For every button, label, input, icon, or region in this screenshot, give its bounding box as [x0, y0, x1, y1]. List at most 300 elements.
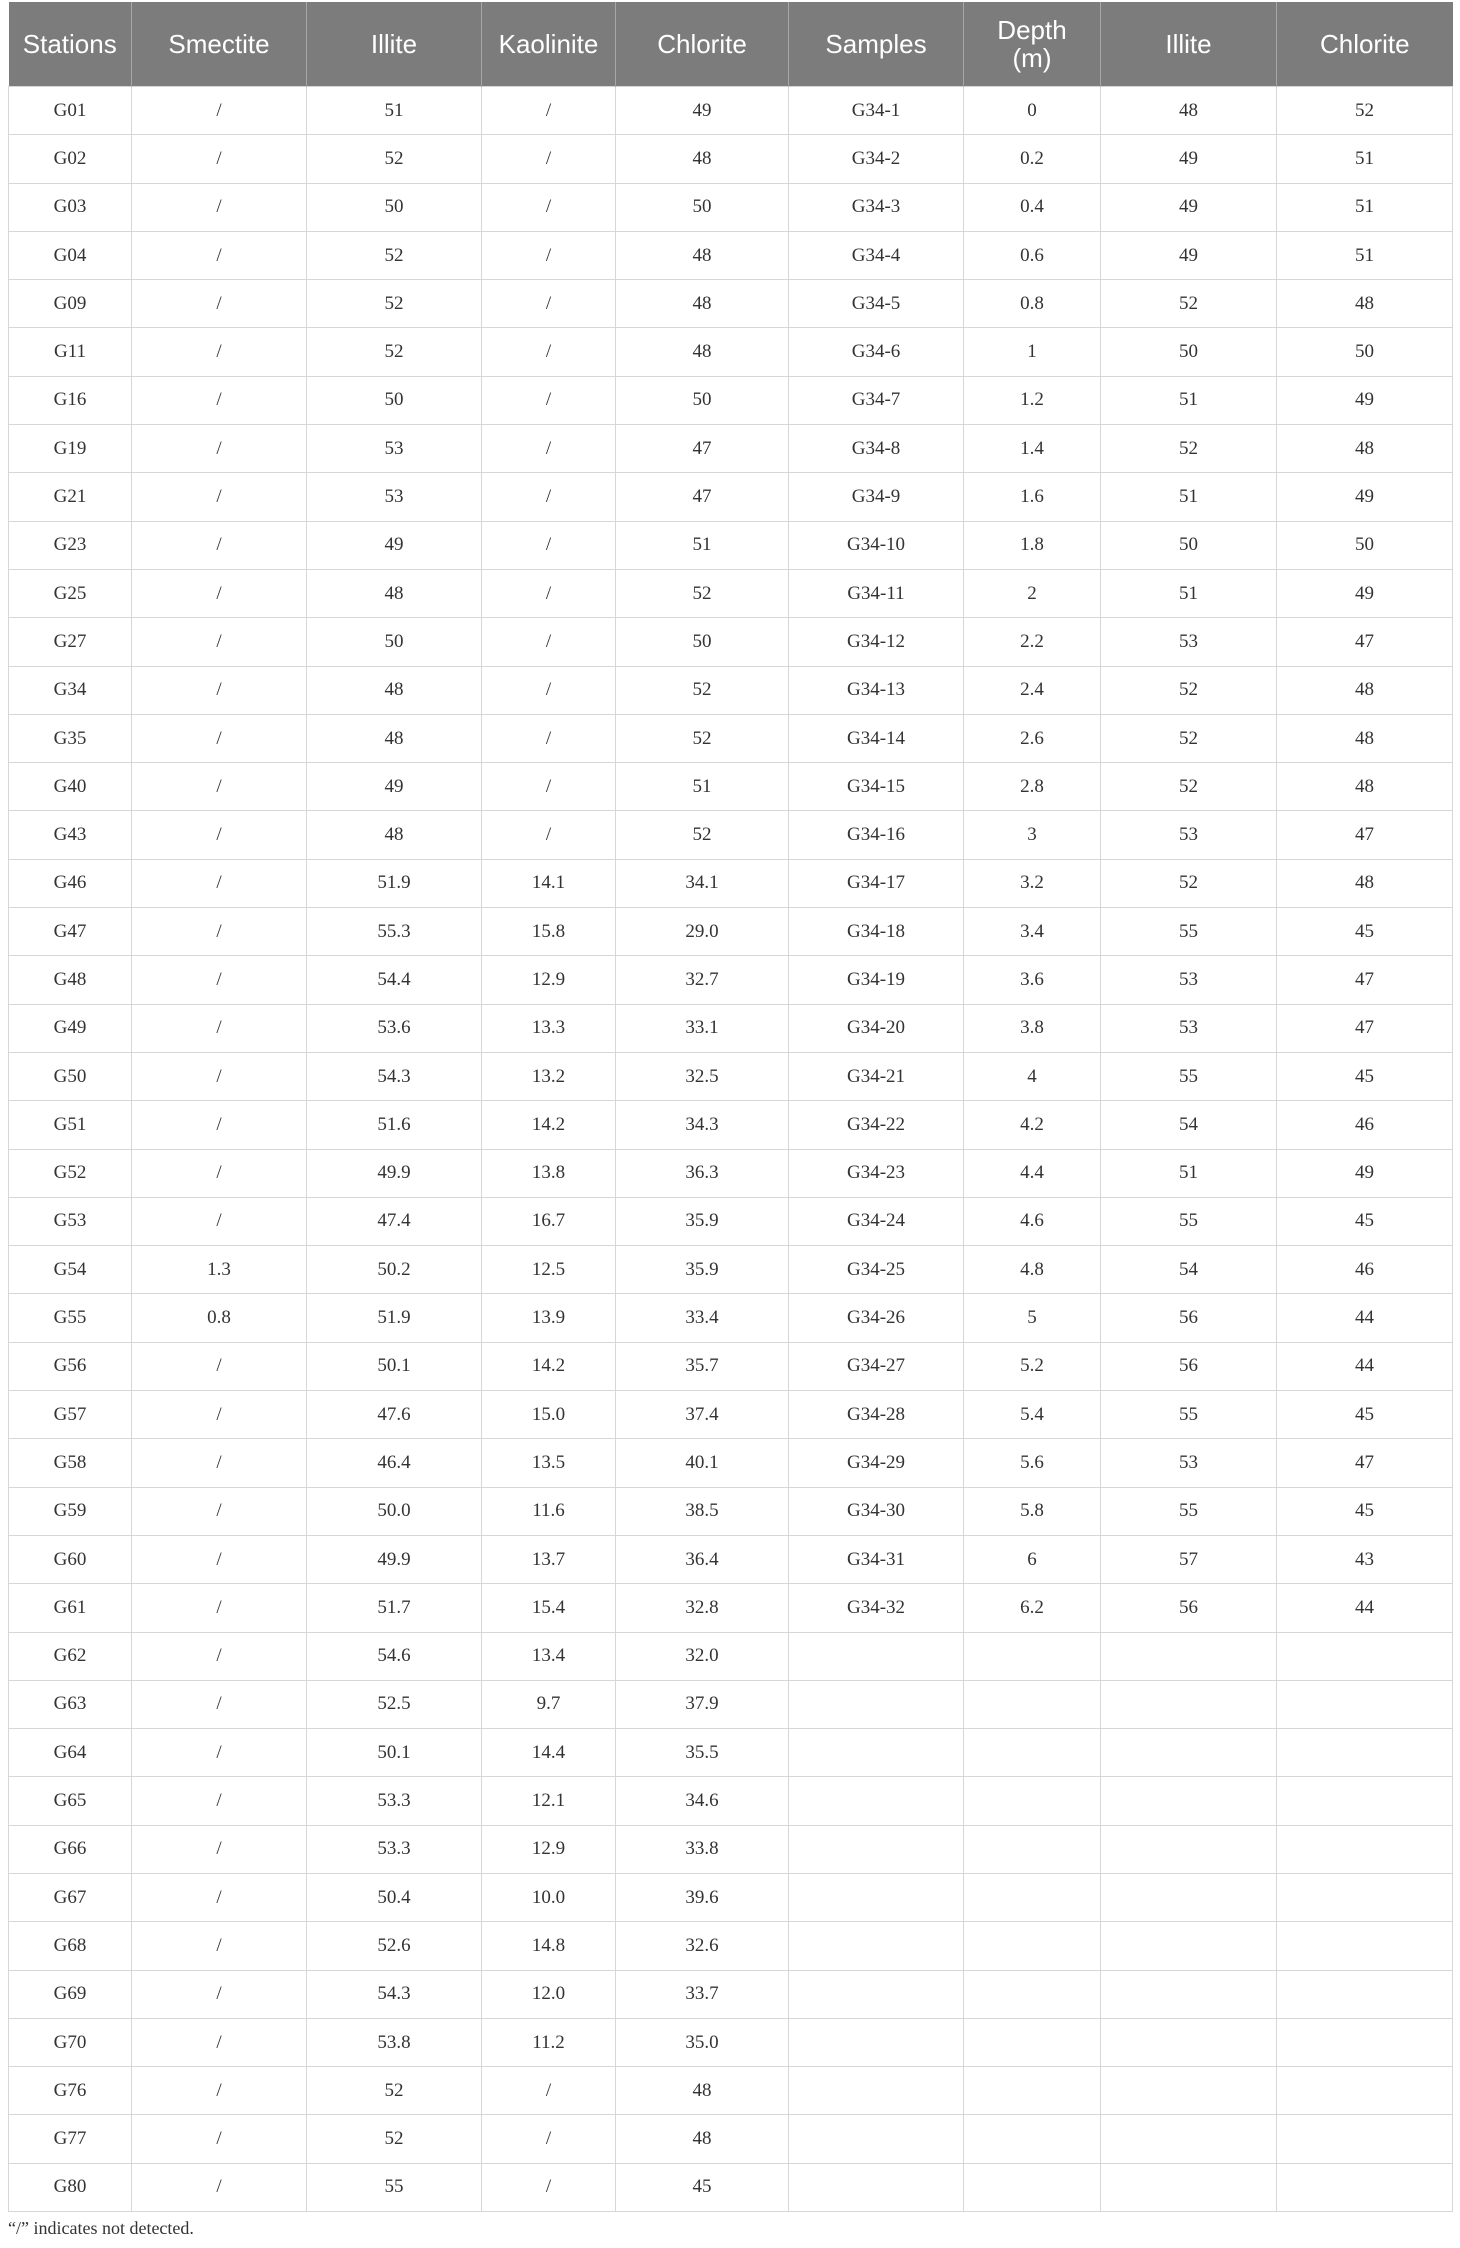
smectite-cell: /	[132, 1439, 307, 1487]
sample-cell: G34-27	[789, 1342, 964, 1390]
station-cell: G04	[9, 231, 132, 279]
table-row	[9, 859, 1453, 907]
kaolinite-cell: 13.7	[482, 1535, 616, 1583]
table-row	[9, 569, 1453, 617]
sample-cell: G34-30	[789, 1487, 964, 1535]
core-illite-cell: 53	[1101, 618, 1277, 666]
kaolinite-cell: 12.5	[482, 1246, 616, 1294]
chlorite-cell: 33.7	[616, 1970, 789, 2018]
table-row	[9, 1246, 1453, 1294]
kaolinite-cell: /	[482, 521, 616, 569]
chlorite-cell: 37.4	[616, 1391, 789, 1439]
core-chlorite-cell	[1277, 1922, 1453, 1970]
core-chlorite-cell: 48	[1277, 666, 1453, 714]
smectite-cell: /	[132, 666, 307, 714]
table-row	[9, 1149, 1453, 1197]
kaolinite-cell: /	[482, 280, 616, 328]
illite-cell: 55.3	[307, 908, 482, 956]
table-row	[9, 714, 1453, 762]
core-chlorite-cell: 51	[1277, 135, 1453, 183]
sample-cell: G34-28	[789, 1391, 964, 1439]
illite-cell: 50	[307, 183, 482, 231]
depth-cell: 0.6	[964, 231, 1101, 279]
depth-cell: 4.8	[964, 1246, 1101, 1294]
illite-cell: 52	[307, 231, 482, 279]
depth-cell	[964, 2067, 1101, 2115]
kaolinite-cell: 13.9	[482, 1294, 616, 1342]
chlorite-cell: 48	[616, 2115, 789, 2163]
illite-cell: 52	[307, 328, 482, 376]
station-cell: G01	[9, 87, 132, 135]
core-chlorite-cell: 46	[1277, 1101, 1453, 1149]
illite-cell: 50	[307, 376, 482, 424]
core-illite-cell	[1101, 2163, 1277, 2211]
illite-cell: 54.6	[307, 1632, 482, 1680]
core-chlorite-cell: 52	[1277, 87, 1453, 135]
core-illite-cell: 51	[1101, 569, 1277, 617]
kaolinite-cell: /	[482, 2115, 616, 2163]
table-row	[9, 1680, 1453, 1728]
station-cell: G69	[9, 1970, 132, 2018]
sample-cell: G34-7	[789, 376, 964, 424]
sample-cell: G34-2	[789, 135, 964, 183]
sample-cell: G34-32	[789, 1584, 964, 1632]
sample-cell: G34-22	[789, 1101, 964, 1149]
core-chlorite-cell: 47	[1277, 1439, 1453, 1487]
table-row	[9, 908, 1453, 956]
illite-cell: 48	[307, 714, 482, 762]
kaolinite-cell: 11.6	[482, 1487, 616, 1535]
table-row	[9, 1777, 1453, 1825]
kaolinite-cell: /	[482, 425, 616, 473]
illite-cell: 48	[307, 811, 482, 859]
illite-cell: 48	[307, 569, 482, 617]
chlorite-cell: 36.4	[616, 1535, 789, 1583]
kaolinite-cell: 12.1	[482, 1777, 616, 1825]
core-chlorite-cell: 47	[1277, 811, 1453, 859]
table-row	[9, 1294, 1453, 1342]
chlorite-cell: 35.9	[616, 1197, 789, 1245]
chlorite-cell: 29.0	[616, 908, 789, 956]
table-row	[9, 618, 1453, 666]
core-illite-cell: 50	[1101, 328, 1277, 376]
chlorite-cell: 50	[616, 618, 789, 666]
core-chlorite-cell: 45	[1277, 1487, 1453, 1535]
table-row	[9, 280, 1453, 328]
table-row	[9, 763, 1453, 811]
smectite-cell: /	[132, 618, 307, 666]
table-row	[9, 1970, 1453, 2018]
table-row	[9, 1391, 1453, 1439]
illite-cell: 52.5	[307, 1680, 482, 1728]
smectite-cell: /	[132, 1391, 307, 1439]
depth-cell: 4	[964, 1052, 1101, 1100]
kaolinite-cell: 14.8	[482, 1922, 616, 1970]
depth-cell: 1.6	[964, 473, 1101, 521]
station-cell: G03	[9, 183, 132, 231]
illite-cell: 55	[307, 2163, 482, 2211]
core-illite-cell: 51	[1101, 376, 1277, 424]
chlorite-cell: 32.8	[616, 1584, 789, 1632]
core-chlorite-cell: 45	[1277, 1052, 1453, 1100]
chlorite-cell: 50	[616, 183, 789, 231]
station-cell: G56	[9, 1342, 132, 1390]
depth-cell: 2	[964, 569, 1101, 617]
core-chlorite-cell	[1277, 1970, 1453, 2018]
core-chlorite-cell: 49	[1277, 473, 1453, 521]
core-chlorite-cell: 48	[1277, 425, 1453, 473]
sample-cell	[789, 2067, 964, 2115]
depth-cell: 5	[964, 1294, 1101, 1342]
smectite-cell: /	[132, 1729, 307, 1777]
table-row	[9, 811, 1453, 859]
kaolinite-cell: 13.4	[482, 1632, 616, 1680]
station-cell: G61	[9, 1584, 132, 1632]
illite-cell: 49	[307, 521, 482, 569]
kaolinite-cell: /	[482, 473, 616, 521]
depth-cell: 4.2	[964, 1101, 1101, 1149]
core-chlorite-cell: 48	[1277, 859, 1453, 907]
depth-cell	[964, 2163, 1101, 2211]
chlorite-cell: 32.0	[616, 1632, 789, 1680]
core-chlorite-cell	[1277, 1873, 1453, 1921]
table-row	[9, 2115, 1453, 2163]
table-footnote: “/” indicates not detected.	[8, 2218, 194, 2238]
illite-cell: 50.1	[307, 1729, 482, 1777]
sample-cell: G34-11	[789, 569, 964, 617]
depth-cell	[964, 1970, 1101, 2018]
smectite-cell: /	[132, 1101, 307, 1149]
illite-cell: 47.4	[307, 1197, 482, 1245]
smectite-cell: /	[132, 328, 307, 376]
station-cell: G50	[9, 1052, 132, 1100]
table-row	[9, 956, 1453, 1004]
core-chlorite-cell	[1277, 2018, 1453, 2066]
depth-cell: 5.2	[964, 1342, 1101, 1390]
smectite-cell: /	[132, 135, 307, 183]
illite-cell: 54.4	[307, 956, 482, 1004]
smectite-cell: /	[132, 425, 307, 473]
smectite-cell: /	[132, 280, 307, 328]
chlorite-cell: 36.3	[616, 1149, 789, 1197]
core-chlorite-cell: 50	[1277, 521, 1453, 569]
core-chlorite-cell: 45	[1277, 908, 1453, 956]
table-row	[9, 1342, 1453, 1390]
core-illite-cell: 52	[1101, 280, 1277, 328]
core-illite-cell	[1101, 1970, 1277, 2018]
chlorite-cell: 52	[616, 666, 789, 714]
depth-cell	[964, 1922, 1101, 1970]
core-illite-cell	[1101, 1680, 1277, 1728]
station-cell: G09	[9, 280, 132, 328]
core-illite-cell	[1101, 1922, 1277, 1970]
station-cell: G51	[9, 1101, 132, 1149]
chlorite-cell: 48	[616, 231, 789, 279]
smectite-cell: 0.8	[132, 1294, 307, 1342]
kaolinite-cell: 13.5	[482, 1439, 616, 1487]
chlorite-cell: 48	[616, 2067, 789, 2115]
core-illite-cell: 48	[1101, 87, 1277, 135]
chlorite-cell: 35.9	[616, 1246, 789, 1294]
chlorite-cell: 51	[616, 763, 789, 811]
sample-cell: G34-14	[789, 714, 964, 762]
kaolinite-cell: 15.4	[482, 1584, 616, 1632]
chlorite-cell: 35.7	[616, 1342, 789, 1390]
sample-cell	[789, 1970, 964, 2018]
chlorite-cell: 49	[616, 87, 789, 135]
core-illite-cell: 55	[1101, 1391, 1277, 1439]
smectite-cell: /	[132, 1584, 307, 1632]
table-row	[9, 328, 1453, 376]
kaolinite-cell: 12.9	[482, 1825, 616, 1873]
kaolinite-cell: 14.2	[482, 1101, 616, 1149]
smectite-cell: /	[132, 1680, 307, 1728]
core-chlorite-cell: 48	[1277, 714, 1453, 762]
sample-cell: G34-29	[789, 1439, 964, 1487]
depth-cell: 2.8	[964, 763, 1101, 811]
depth-cell: 2.4	[964, 666, 1101, 714]
core-illite-cell: 52	[1101, 763, 1277, 811]
core-chlorite-cell: 47	[1277, 1004, 1453, 1052]
station-cell: G02	[9, 135, 132, 183]
depth-cell: 0.2	[964, 135, 1101, 183]
smectite-cell: /	[132, 1197, 307, 1245]
sample-cell: G34-13	[789, 666, 964, 714]
kaolinite-cell: 12.9	[482, 956, 616, 1004]
station-cell: G80	[9, 2163, 132, 2211]
chlorite-cell: 34.6	[616, 1777, 789, 1825]
core-chlorite-cell: 45	[1277, 1197, 1453, 1245]
chlorite-cell: 39.6	[616, 1873, 789, 1921]
depth-cell: 1	[964, 328, 1101, 376]
illite-cell: 53	[307, 425, 482, 473]
header-kaolinite: Kaolinite	[482, 2, 616, 87]
smectite-cell: /	[132, 763, 307, 811]
depth-cell: 6	[964, 1535, 1101, 1583]
core-chlorite-cell	[1277, 2067, 1453, 2115]
illite-cell: 51.9	[307, 859, 482, 907]
illite-cell: 50.2	[307, 1246, 482, 1294]
sample-cell: G34-6	[789, 328, 964, 376]
sample-cell: G34-1	[789, 87, 964, 135]
smectite-cell: /	[132, 1052, 307, 1100]
smectite-cell: /	[132, 1873, 307, 1921]
sample-cell: G34-9	[789, 473, 964, 521]
kaolinite-cell: /	[482, 569, 616, 617]
station-cell: G66	[9, 1825, 132, 1873]
illite-cell: 49.9	[307, 1535, 482, 1583]
sample-cell: G34-18	[789, 908, 964, 956]
smectite-cell: /	[132, 521, 307, 569]
kaolinite-cell: 13.2	[482, 1052, 616, 1100]
sample-cell	[789, 1922, 964, 1970]
illite-cell: 52.6	[307, 1922, 482, 1970]
smectite-cell: /	[132, 231, 307, 279]
header-samples: Samples	[789, 2, 964, 87]
depth-cell	[964, 2115, 1101, 2163]
table-row	[9, 1825, 1453, 1873]
chlorite-cell: 35.0	[616, 2018, 789, 2066]
chlorite-cell: 47	[616, 473, 789, 521]
chlorite-cell: 33.8	[616, 1825, 789, 1873]
sample-cell: G34-25	[789, 1246, 964, 1294]
chlorite-cell: 52	[616, 569, 789, 617]
kaolinite-cell: 9.7	[482, 1680, 616, 1728]
smectite-cell: /	[132, 1970, 307, 2018]
header-depth: Depth (m)	[964, 2, 1101, 87]
depth-cell	[964, 1777, 1101, 1825]
core-chlorite-cell	[1277, 2163, 1453, 2211]
station-cell: G68	[9, 1922, 132, 1970]
station-cell: G25	[9, 569, 132, 617]
kaolinite-cell: /	[482, 2067, 616, 2115]
table-row	[9, 1922, 1453, 1970]
table-row	[9, 135, 1453, 183]
core-chlorite-cell	[1277, 1777, 1453, 1825]
core-illite-cell	[1101, 1777, 1277, 1825]
sample-cell: G34-15	[789, 763, 964, 811]
core-chlorite-cell: 46	[1277, 1246, 1453, 1294]
station-cell: G77	[9, 2115, 132, 2163]
sample-cell: G34-23	[789, 1149, 964, 1197]
kaolinite-cell: /	[482, 2163, 616, 2211]
station-cell: G23	[9, 521, 132, 569]
station-cell: G49	[9, 1004, 132, 1052]
smectite-cell: /	[132, 1825, 307, 1873]
depth-cell: 3.4	[964, 908, 1101, 956]
core-illite-cell	[1101, 1729, 1277, 1777]
kaolinite-cell: /	[482, 714, 616, 762]
sample-cell	[789, 2115, 964, 2163]
depth-cell: 0.8	[964, 280, 1101, 328]
sample-cell: G34-12	[789, 618, 964, 666]
table-row	[9, 1004, 1453, 1052]
chlorite-cell: 35.5	[616, 1729, 789, 1777]
kaolinite-cell: /	[482, 376, 616, 424]
illite-cell: 49.9	[307, 1149, 482, 1197]
table-row	[9, 2018, 1453, 2066]
chlorite-cell: 47	[616, 425, 789, 473]
station-cell: G53	[9, 1197, 132, 1245]
chlorite-cell: 50	[616, 376, 789, 424]
core-illite-cell: 53	[1101, 1439, 1277, 1487]
depth-cell: 1.2	[964, 376, 1101, 424]
smectite-cell: /	[132, 1632, 307, 1680]
sample-cell: G34-4	[789, 231, 964, 279]
core-chlorite-cell: 51	[1277, 231, 1453, 279]
clay-minerals-table-container	[8, 2, 1452, 2212]
station-cell: G65	[9, 1777, 132, 1825]
station-cell: G62	[9, 1632, 132, 1680]
station-cell: G55	[9, 1294, 132, 1342]
core-chlorite-cell: 49	[1277, 1149, 1453, 1197]
illite-cell: 53.6	[307, 1004, 482, 1052]
table-row	[9, 1101, 1453, 1149]
smectite-cell: /	[132, 956, 307, 1004]
illite-cell: 51.6	[307, 1101, 482, 1149]
chlorite-cell: 32.5	[616, 1052, 789, 1100]
illite-cell: 54.3	[307, 1970, 482, 2018]
illite-cell: 51.9	[307, 1294, 482, 1342]
chlorite-cell: 33.1	[616, 1004, 789, 1052]
kaolinite-cell: 14.1	[482, 859, 616, 907]
depth-cell: 1.4	[964, 425, 1101, 473]
station-cell: G35	[9, 714, 132, 762]
depth-cell: 5.4	[964, 1391, 1101, 1439]
depth-cell: 2.6	[964, 714, 1101, 762]
smectite-cell: /	[132, 183, 307, 231]
station-cell: G21	[9, 473, 132, 521]
core-illite-cell	[1101, 1825, 1277, 1873]
table-row	[9, 425, 1453, 473]
station-cell: G58	[9, 1439, 132, 1487]
sample-cell: G34-10	[789, 521, 964, 569]
illite-cell: 52	[307, 280, 482, 328]
core-illite-cell: 56	[1101, 1584, 1277, 1632]
kaolinite-cell: /	[482, 666, 616, 714]
chlorite-cell: 34.3	[616, 1101, 789, 1149]
core-illite-cell: 52	[1101, 425, 1277, 473]
chlorite-cell: 48	[616, 280, 789, 328]
core-chlorite-cell	[1277, 1729, 1453, 1777]
station-cell: G64	[9, 1729, 132, 1777]
core-chlorite-cell: 47	[1277, 956, 1453, 1004]
core-chlorite-cell: 43	[1277, 1535, 1453, 1583]
station-cell: G63	[9, 1680, 132, 1728]
kaolinite-cell: /	[482, 231, 616, 279]
table-row	[9, 183, 1453, 231]
core-illite-cell: 53	[1101, 956, 1277, 1004]
core-illite-cell: 49	[1101, 231, 1277, 279]
kaolinite-cell: /	[482, 135, 616, 183]
illite-cell: 49	[307, 763, 482, 811]
illite-cell: 50	[307, 618, 482, 666]
depth-cell: 1.8	[964, 521, 1101, 569]
sample-cell: G34-19	[789, 956, 964, 1004]
smectite-cell: /	[132, 1922, 307, 1970]
station-cell: G70	[9, 2018, 132, 2066]
core-illite-cell: 52	[1101, 714, 1277, 762]
kaolinite-cell: 15.0	[482, 1391, 616, 1439]
core-chlorite-cell: 47	[1277, 618, 1453, 666]
depth-cell: 5.6	[964, 1439, 1101, 1487]
table-row	[9, 1632, 1453, 1680]
sample-cell: G34-20	[789, 1004, 964, 1052]
depth-cell: 0.4	[964, 183, 1101, 231]
kaolinite-cell: /	[482, 763, 616, 811]
station-cell: G19	[9, 425, 132, 473]
station-cell: G16	[9, 376, 132, 424]
smectite-cell: /	[132, 811, 307, 859]
kaolinite-cell: 16.7	[482, 1197, 616, 1245]
depth-cell	[964, 2018, 1101, 2066]
core-chlorite-cell: 44	[1277, 1342, 1453, 1390]
depth-cell: 3.8	[964, 1004, 1101, 1052]
illite-cell: 52	[307, 2067, 482, 2115]
chlorite-cell: 52	[616, 714, 789, 762]
illite-cell: 51	[307, 87, 482, 135]
smectite-cell: /	[132, 1487, 307, 1535]
smectite-cell: /	[132, 1777, 307, 1825]
core-illite-cell: 54	[1101, 1246, 1277, 1294]
illite-cell: 50.1	[307, 1342, 482, 1390]
sample-cell: G34-17	[789, 859, 964, 907]
core-illite-cell: 56	[1101, 1294, 1277, 1342]
table-row	[9, 2067, 1453, 2115]
smectite-cell: /	[132, 2067, 307, 2115]
illite-cell: 53	[307, 473, 482, 521]
illite-cell: 53.3	[307, 1777, 482, 1825]
